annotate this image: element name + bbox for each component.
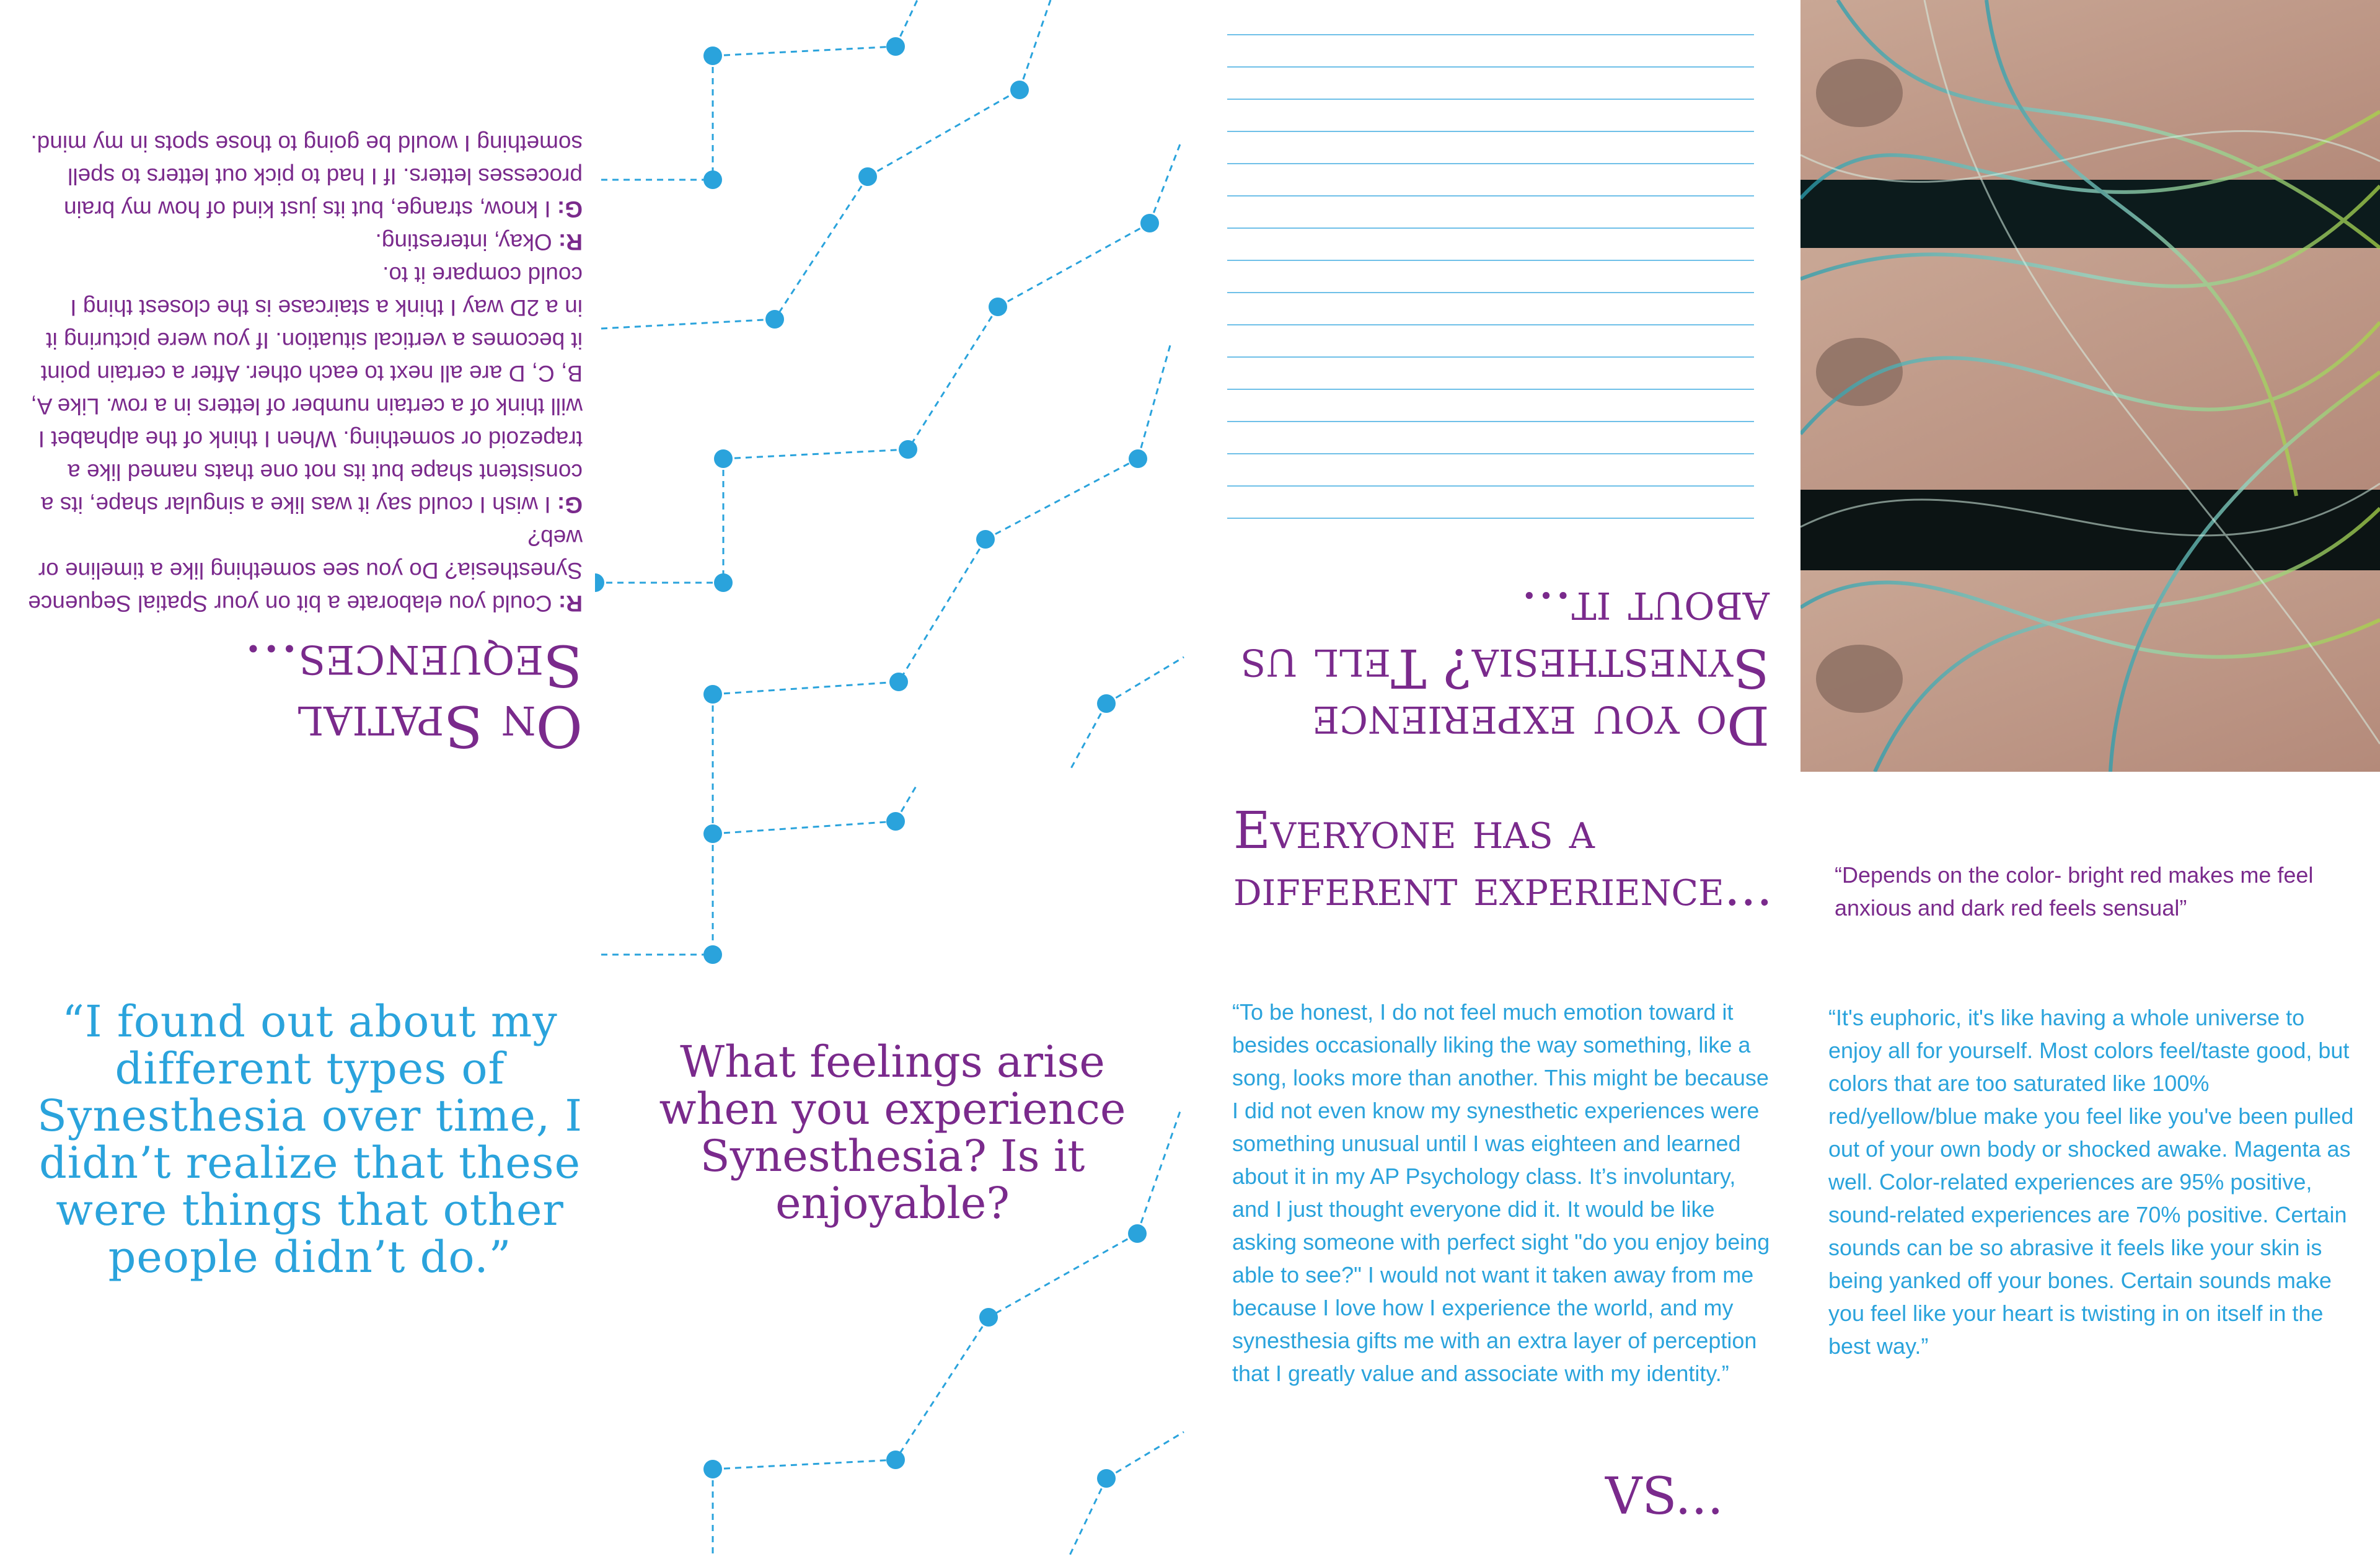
quote-depends-on-color: “Depends on the color- bright red makes me feel anxious and dark red feels sensual” [1835, 862, 2314, 921]
experience-question-heading: Do you experience Synesthesia? Tell us about it... [1240, 580, 1770, 756]
feelings-question: What feelings arise when you experience Synesthesia? Is it enjoyable? [659, 1036, 1126, 1229]
ruled-lines [1227, 34, 1754, 542]
rule-line [1227, 421, 1754, 422]
rule-line [1227, 195, 1754, 197]
synesthesia-artwork-image [1800, 0, 2380, 772]
rule-line [1227, 131, 1754, 132]
interview-heading: On Spatial Sequences... [244, 632, 583, 759]
rule-line [1227, 99, 1754, 100]
answer-2 [25, 127, 583, 226]
vs-label: VS... [1605, 1467, 1724, 1526]
dotted-connector-diagram [595, 0, 1190, 1557]
rule-line [1227, 292, 1754, 293]
rule-line [1227, 260, 1754, 261]
speaker-g: G: [557, 492, 583, 518]
answer-1-text: I wish I could say it was like a singular shape, its a consistent shape but its not one thats named like a trapezoid or something. When I think of the alphabet I will think of a certain number of letters in a row. Like A, B, C, D are all next to each other. After a certain point it becomes a vertical situation. If you were picturing it in a 2D way I think a staircase is the closest thing I could compare it to. [30, 262, 583, 518]
rule-line [1227, 356, 1754, 358]
quote-euphoric: “It's euphoric, it's like having a whole universe to enjoy all for yourself. Most colors feel/taste good, but colors that are too saturated like 100% red/yellow/blue make you feel like you've been pulled out of your own body or shocked awake. Magenta as well. Color-related experiences are 95% positive, sound-related experiences are 70% positive. Certain sounds can be so abrasive it feels like your skin is being yanked off your bones. Certain sounds make you feel like your heart is twisting in on itself in the best way.” [1828, 1005, 2354, 1359]
interview-panel [25, 25, 583, 759]
rule-line [1227, 518, 1754, 519]
everyone-different-heading: Everyone has a different experience... [1233, 802, 1773, 917]
quote-found-out: “I found out about my different types of Synesthesia over time, I didn’t realize that these were things that other people didn’t do.” [37, 996, 583, 1283]
question-1 [25, 521, 583, 620]
rule-line [1227, 163, 1754, 164]
rule-line [1227, 34, 1754, 35]
answer-1 [25, 258, 583, 521]
artwork-svg [1800, 0, 2380, 772]
rule-line [1227, 66, 1754, 68]
rule-line [1227, 389, 1754, 390]
interview-text [25, 127, 583, 620]
rule-line [1227, 227, 1754, 229]
speaker-g: G: [557, 197, 583, 222]
question-2-text: Okay, interesting. [375, 229, 552, 255]
rule-line [1227, 324, 1754, 325]
question-1-text: Could you elaborate a bit on your Spatial Sequence Synesthesia? Do you see something like a timeline or web? [28, 525, 583, 616]
speaker-r: R: [558, 229, 583, 255]
answer-2-text: I know, strange, but its just kind of how my brain processes letters. If I had to pick out letters to spell something I would be going to those spots in my mind. [30, 131, 583, 222]
rule-line [1227, 453, 1754, 454]
connector-svg [595, 0, 1190, 1557]
speaker-r: R: [558, 591, 583, 616]
quote-to-be-honest: “To be honest, I do not feel much emotion toward it besides occasionally liking the way something, like a song, looks more than another. This might be because I did not even know my synesthetic experiences were something unusual until I was eighteen and learned about it in my AP Psychology class. It’s involuntary, and I just thought everyone did it. It would be like asking someone with perfect sight "do you enjoy being able to see?" I would not want it taken away from me because I love how I experience the world, and my synesthesia gifts me with an extra layer of perception that I greatly value and associate with my identity.” [1232, 999, 1770, 1386]
question-2 [25, 226, 583, 258]
rule-line [1227, 485, 1754, 487]
